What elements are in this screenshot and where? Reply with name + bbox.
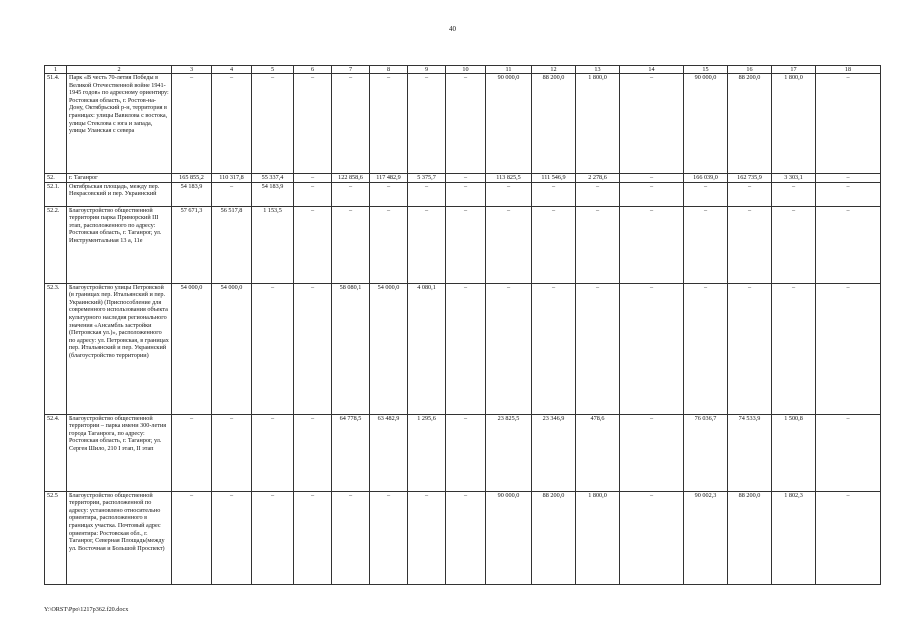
value-cell: 1 500,8 (772, 414, 816, 491)
column-header: 9 (408, 66, 446, 74)
value-cell: – (446, 206, 486, 283)
value-cell: – (620, 182, 684, 206)
value-cell: – (294, 182, 332, 206)
value-cell: – (816, 491, 881, 584)
value-cell: – (172, 74, 212, 174)
column-header: 2 (67, 66, 172, 74)
value-cell: – (728, 182, 772, 206)
value-cell: 162 735,9 (728, 174, 772, 183)
value-cell: 90 000,0 (486, 491, 532, 584)
object-name-cell: Благоустройство улицы Петровской (в границах пер. Итальянский и пер. Украинский) (Приспособление для современного использования объекта культурного наследия регионального значения «Ансамбль застройки (Петровская ул.)», расположенного по адресу: ул. Петровская, в границах пер. Итальянский и пер. Украинский (благоустройство территории) (67, 283, 172, 414)
column-header: 4 (212, 66, 252, 74)
row-number-cell: 52.4. (45, 414, 67, 491)
value-cell: – (772, 182, 816, 206)
object-name-cell: Парк «В честь 70-летия Победы в Великой Отечественной войне 1941-1945 годов» по адресному ориентиру: Ростовская область, г. Ростов-на-Дону, Октябрьский р-н, территория в границах: улицы Вавилова с востока, улицы Стеклова с юга и запада, улицы Уланская с севера (67, 74, 172, 174)
value-cell: – (332, 491, 370, 584)
value-cell: – (620, 174, 684, 183)
column-header: 14 (620, 66, 684, 74)
value-cell: – (532, 206, 576, 283)
column-header: 11 (486, 66, 532, 74)
value-cell: – (620, 206, 684, 283)
header-row (45, 66, 881, 74)
value-cell: 88 200,0 (532, 491, 576, 584)
file-path-footer: Y:\ORST\Ppo\1217p362.f20.docx (44, 606, 129, 613)
value-cell: 56 517,8 (212, 206, 252, 283)
value-cell: – (252, 414, 294, 491)
value-cell: – (370, 182, 408, 206)
column-header: 5 (252, 66, 294, 74)
value-cell: – (294, 491, 332, 584)
value-cell: – (620, 283, 684, 414)
value-cell: – (772, 283, 816, 414)
value-cell: 76 036,7 (684, 414, 728, 491)
value-cell: – (532, 283, 576, 414)
value-cell: 122 858,6 (332, 174, 370, 183)
row-number-cell: 52.5 (45, 491, 67, 584)
value-cell: – (684, 283, 728, 414)
value-cell: 117 482,9 (370, 174, 408, 183)
value-cell: 54 000,0 (172, 283, 212, 414)
value-cell: – (576, 283, 620, 414)
budget-table (44, 65, 881, 585)
value-cell: 478,6 (576, 414, 620, 491)
value-cell: 1 800,0 (576, 491, 620, 584)
value-cell: – (370, 74, 408, 174)
row-number-cell: 52. (45, 174, 67, 183)
column-header: 12 (532, 66, 576, 74)
value-cell: 57 671,3 (172, 206, 212, 283)
value-cell: 88 200,0 (532, 74, 576, 174)
value-cell: – (408, 491, 446, 584)
value-cell: – (332, 206, 370, 283)
column-header: 7 (332, 66, 370, 74)
value-cell: 90 000,0 (684, 74, 728, 174)
value-cell: – (816, 74, 881, 174)
value-cell: 166 039,0 (684, 174, 728, 183)
table-row (45, 174, 881, 183)
table-row (45, 206, 881, 283)
value-cell: 110 317,8 (212, 174, 252, 183)
value-cell: – (532, 182, 576, 206)
value-cell: 4 080,1 (408, 283, 446, 414)
value-cell: – (446, 491, 486, 584)
value-cell: – (294, 206, 332, 283)
value-cell: – (252, 74, 294, 174)
object-name-cell: Благоустройство общественной территории парка Приморский III этап, расположенного по адресу: Ростовская область, г. Таганрог, ул. Инструментальная 13 а, 11е (67, 206, 172, 283)
value-cell: 111 546,9 (532, 174, 576, 183)
value-cell: – (816, 174, 881, 183)
value-cell: 165 855,2 (172, 174, 212, 183)
value-cell: 23 825,5 (486, 414, 532, 491)
value-cell: – (728, 283, 772, 414)
value-cell: – (212, 491, 252, 584)
value-cell: 54 000,0 (370, 283, 408, 414)
value-cell: 63 482,9 (370, 414, 408, 491)
value-cell: 55 337,4 (252, 174, 294, 183)
value-cell: – (408, 74, 446, 174)
value-cell: – (172, 491, 212, 584)
value-cell: – (212, 182, 252, 206)
value-cell: 88 200,0 (728, 74, 772, 174)
table-row (45, 414, 881, 491)
value-cell: 58 080,1 (332, 283, 370, 414)
value-cell: 3 303,1 (772, 174, 816, 183)
row-number-cell: 52.1. (45, 182, 67, 206)
column-header: 17 (772, 66, 816, 74)
value-cell: – (576, 206, 620, 283)
value-cell: – (370, 206, 408, 283)
value-cell: – (816, 206, 881, 283)
value-cell: 1 295,6 (408, 414, 446, 491)
value-cell: – (252, 491, 294, 584)
table-row (45, 182, 881, 206)
object-name-cell: Благоустройство общественной территории, расположенной по адресу: установлено относительно ориентира, расположенного в границах участка. Почтовый адрес ориентира: Ростовская обл., г. Таганрог, Северная Площадь(между ул. Восточная и Большой Проспект) (67, 491, 172, 584)
value-cell: 88 200,0 (728, 491, 772, 584)
row-number-cell: 52.2. (45, 206, 67, 283)
row-number-cell: 52.3. (45, 283, 67, 414)
page-number: 40 (449, 25, 456, 33)
value-cell: 1 800,0 (772, 74, 816, 174)
value-cell: – (446, 74, 486, 174)
column-header: 10 (446, 66, 486, 74)
value-cell: – (816, 414, 881, 491)
value-cell: – (816, 283, 881, 414)
value-cell: – (332, 182, 370, 206)
value-cell: – (620, 491, 684, 584)
value-cell: – (294, 174, 332, 183)
value-cell: 90 002,3 (684, 491, 728, 584)
table-row (45, 491, 881, 584)
object-name-cell: г. Таганрог (67, 174, 172, 183)
value-cell: 90 000,0 (486, 74, 532, 174)
value-cell: 5 375,7 (408, 174, 446, 183)
value-cell: – (212, 74, 252, 174)
value-cell: – (332, 74, 370, 174)
column-header: 13 (576, 66, 620, 74)
value-cell: – (684, 206, 728, 283)
value-cell: – (486, 182, 532, 206)
value-cell: 54 000,0 (212, 283, 252, 414)
column-header: 16 (728, 66, 772, 74)
value-cell: – (620, 74, 684, 174)
value-cell: – (446, 283, 486, 414)
value-cell: – (446, 182, 486, 206)
table-row (45, 283, 881, 414)
value-cell: – (294, 283, 332, 414)
value-cell: – (486, 283, 532, 414)
value-cell: 1 153,5 (252, 206, 294, 283)
column-header: 6 (294, 66, 332, 74)
value-cell: – (172, 414, 212, 491)
value-cell: 23 346,9 (532, 414, 576, 491)
object-name-cell: Благоустройство общественной территории – парка имени 300-летия города Таганрога, по адресу: Ростовская область, г. Таганрог, ул. Сергея Шило, 210 I этап, II этап (67, 414, 172, 491)
column-header: 15 (684, 66, 728, 74)
value-cell: – (370, 491, 408, 584)
value-cell: – (446, 414, 486, 491)
value-cell: 74 533,9 (728, 414, 772, 491)
value-cell: – (294, 414, 332, 491)
value-cell: – (684, 182, 728, 206)
value-cell: – (620, 414, 684, 491)
value-cell: – (816, 182, 881, 206)
value-cell: 2 278,6 (576, 174, 620, 183)
row-number-cell: 51.4. (45, 74, 67, 174)
value-cell: – (408, 182, 446, 206)
column-header: 3 (172, 66, 212, 74)
value-cell: – (408, 206, 446, 283)
value-cell: 1 800,0 (576, 74, 620, 174)
value-cell: 54 183,9 (252, 182, 294, 206)
column-header: 8 (370, 66, 408, 74)
value-cell: 1 802,3 (772, 491, 816, 584)
value-cell: – (294, 74, 332, 174)
value-cell: – (252, 283, 294, 414)
table-row (45, 74, 881, 174)
value-cell: – (728, 206, 772, 283)
value-cell: 113 825,5 (486, 174, 532, 183)
object-name-cell: Октябрьская площадь, между пер. Некрасовский и пер. Украинский (67, 182, 172, 206)
value-cell: – (446, 174, 486, 183)
value-cell: – (212, 414, 252, 491)
value-cell: 54 183,9 (172, 182, 212, 206)
value-cell: 64 778,5 (332, 414, 370, 491)
value-cell: – (772, 206, 816, 283)
column-header: 1 (45, 66, 67, 74)
value-cell: – (486, 206, 532, 283)
column-header: 18 (816, 66, 881, 74)
value-cell: – (576, 182, 620, 206)
